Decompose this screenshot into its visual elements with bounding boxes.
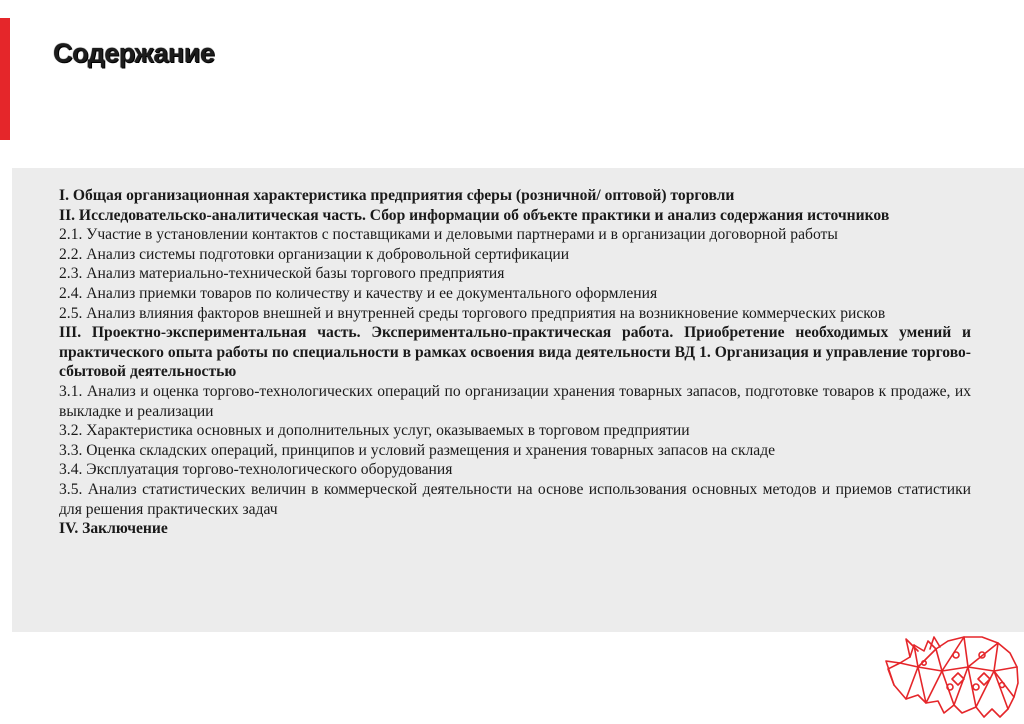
table-of-contents <box>59 186 971 539</box>
toc-item-2-1: 2.1. Участие в установлении контактов с поставщиками и деловыми партнерами и в организации договорной работы <box>59 226 838 244</box>
slide-title: Содержание <box>53 38 215 68</box>
toc-item-2-2: 2.2. Анализ системы подготовки организации к добровольной сертификации <box>59 245 570 263</box>
toc-section-3: III. Проектно-экспериментальная часть. Экспериментально-практическая работа. Приобретение необходимых умений и практического опыта работы по специальности в рамках освоения вида деятельности ВД 1. Организация и управление торгово-сбытовой деятельностью <box>59 324 971 381</box>
toc-section-4: IV. Заключение <box>59 520 168 538</box>
rhino-logo-icon <box>884 627 1022 719</box>
accent-bar <box>0 18 10 140</box>
toc-item-3-2: 3.2. Характеристика основных и дополнительных услуг, оказываемых в торговом предприятии <box>59 422 690 440</box>
toc-item-3-3: 3.3. Оценка складских операций, принципов и условий размещения и хранения товарных запасов на складе <box>59 441 776 459</box>
toc-section-2: II. Исследовательско-аналитическая часть. Сбор информации об объекте практики и анализ содержания источников <box>59 206 890 224</box>
toc-section-1: I. Общая организационная характеристика предприятия сферы (розничной/ оптовой) торговли <box>59 187 735 204</box>
toc-item-2-5: 2.5. Анализ влияния факторов внешней и внутренней среды торгового предприятия на возникновение коммерческих рисков <box>59 304 886 322</box>
toc-item-3-1: 3.1. Анализ и оценка торгово-технологических операций по организации хранения товарных запасов, подготовке товаров к продаже, их выкладке и реализации <box>59 382 971 420</box>
toc-item-2-4: 2.4. Анализ приемки товаров по количеству и качеству и ее документального оформления <box>59 284 658 302</box>
toc-item-2-3: 2.3. Анализ материально-технической базы торгового предприятия <box>59 265 505 283</box>
toc-item-3-5: 3.5. Анализ статистических величин в коммерческой деятельности на основе использования основных методов и приемов статистики для решения практических задач <box>59 480 971 518</box>
toc-item-3-4: 3.4. Эксплуатация торгово-технологического оборудования <box>59 461 453 479</box>
